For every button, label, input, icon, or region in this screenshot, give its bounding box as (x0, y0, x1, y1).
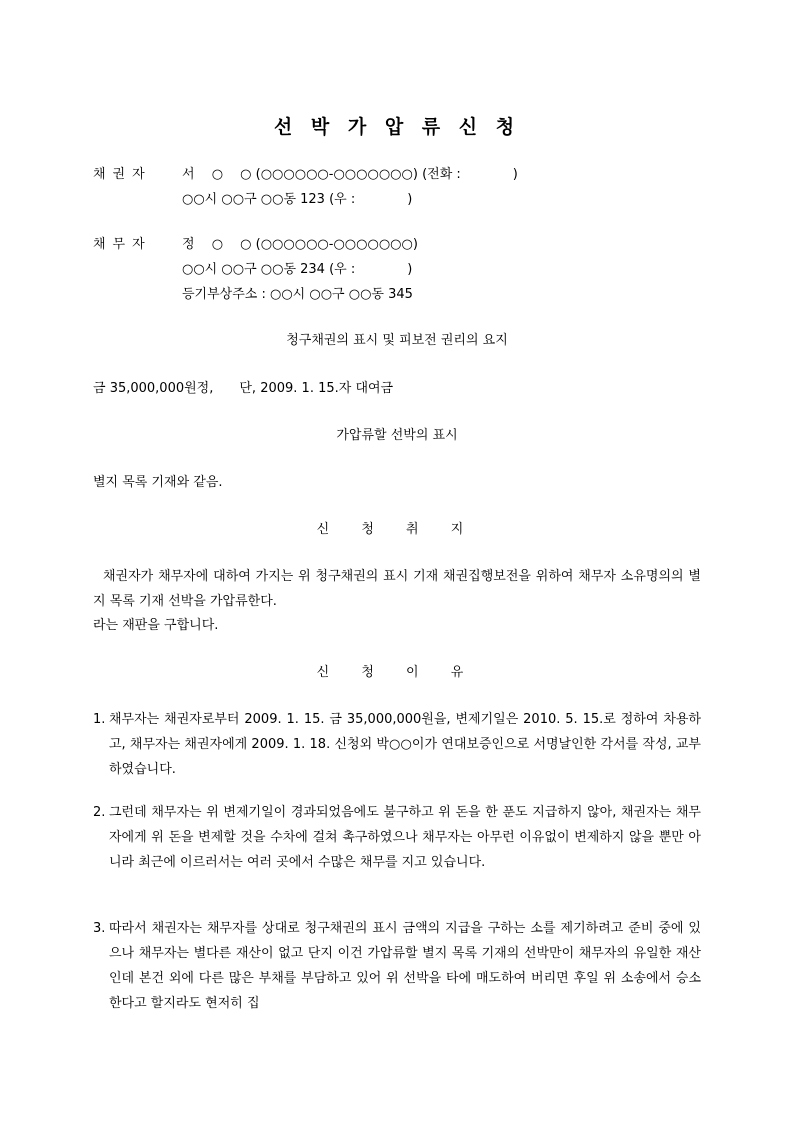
reason-number: 2. (93, 805, 106, 820)
purpose-text: 채권자가 채무자에 대하여 가지는 위 청구채권의 표시 기재 채권집행보전을 위하여 채무자 소유명의의 별지 목록 기재 선박을 가압류한다. (93, 569, 701, 609)
debtor-address: ○○시 ○○구 ○○동 234 (우 : ) (182, 262, 413, 277)
claim-heading: 청구채권의 표시 및 피보전 권리의 요지 (286, 333, 508, 348)
reason-heading: 신 청 이 유 (316, 665, 478, 680)
creditor-name-line: 서 ○ ○ (○○○○○○-○○○○○○○) (전화 : ) (182, 167, 518, 182)
ship-text: 별지 목록 기재와 같음. (93, 475, 223, 490)
debtor-registered-address: 등기부상주소 : ○○시 ○○구 ○○동 345 (182, 287, 413, 302)
ship-heading: 가압류할 선박의 표시 (336, 428, 458, 443)
reason-number: 1. (93, 712, 106, 727)
reason-item (93, 800, 701, 875)
reason-text: 따라서 채권자는 채무자를 상대로 청구채권의 표시 금액의 지급을 구하는 소를 제기하려고 준비 중에 있으나 채무자는 별다른 재산이 없고 단지 이건 가압류할 별지 목록 기재의 선박만이 채무자의 유일한 재산인데 본건 외에 다른 많은 부채를 부담하고 있어 위 선박을 타에 매도하여 버리면 후일 위 소송에서 승소한다고 할지라도 현저히 집 (109, 921, 701, 1011)
creditor-label: 채권자 (93, 167, 152, 182)
debtor-label: 채무자 (93, 237, 152, 252)
reason-text: 채무자는 채권자로부터 2009. 1. 15. 금 35,000,000원을, 변제기일은 2010. 5. 15.로 정하여 차용하고, 채무자는 채권자에게 2009. 1. 18. 신청외 박○○이가 연대보증인으로 서명날인한 각서를 작성, 교부하였습니다. (109, 712, 701, 777)
debtor-name-line: 정 ○ ○ (○○○○○○-○○○○○○○) (182, 237, 418, 252)
claim-text: 금 35,000,000원정, 단, 2009. 1. 15.자 대여금 (93, 381, 394, 396)
document-title: 선 박 가 압 류 신 청 (273, 116, 521, 138)
creditor-address: ○○시 ○○구 ○○동 123 (우 : ) (182, 192, 413, 207)
reason-number: 3. (93, 921, 106, 936)
reason-text: 그런데 채무자는 위 변제기일이 경과되었음에도 불구하고 위 돈을 한 푼도 지급하지 않아, 채권자는 채무자에게 위 돈을 변제할 것을 수차에 걸쳐 촉구하였으나 채무자는 아무런 이유없이 변제하지 않을 뿐만 아니라 최근에 이르러서는 여러 곳에서 수많은 채무를 지고 있습니다. (109, 805, 701, 870)
reason-item (93, 916, 701, 1016)
purpose-heading: 신 청 취 지 (316, 522, 478, 537)
reason-item (93, 707, 701, 782)
purpose-closing: 라는 재판을 구합니다. (93, 618, 219, 633)
